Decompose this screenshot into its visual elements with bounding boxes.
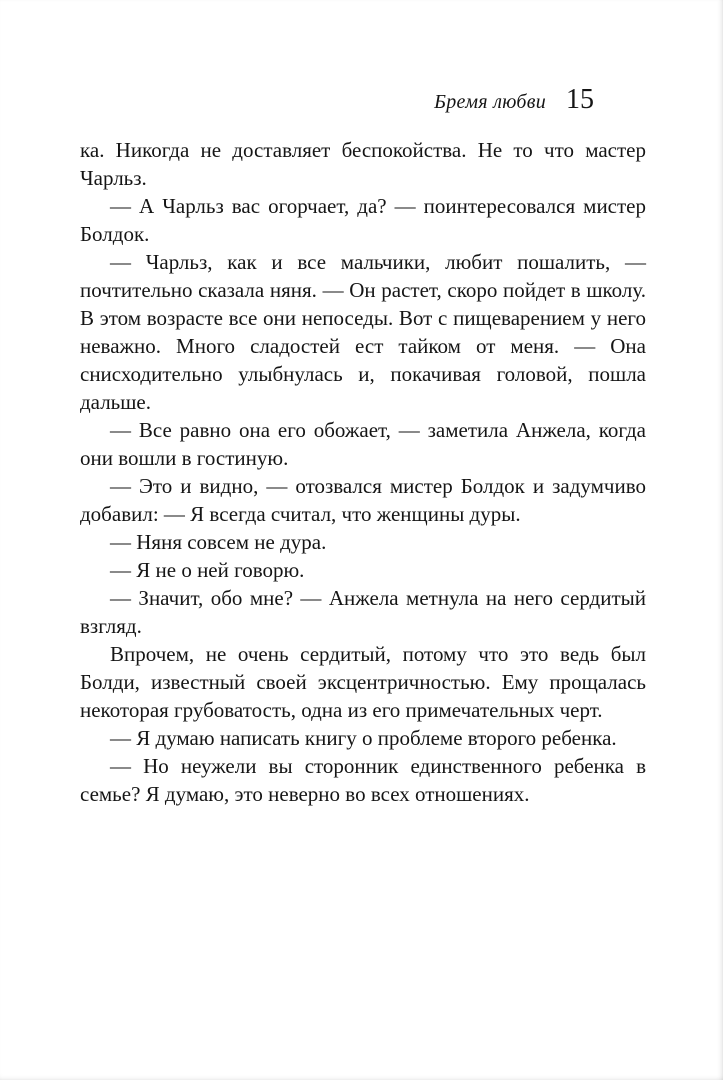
- paragraph: — Я не о ней говорю.: [110, 558, 305, 582]
- paragraph: Впрочем, не очень сердитый, потому что это ведь был Болди, известный своей эксцентричностью. Ему прощалась некоторая грубоватость, одна из его примечательных черт.: [80, 642, 646, 722]
- text-block: [80, 136, 646, 808]
- paragraph: — Няня совсем не дура.: [110, 530, 327, 554]
- running-title: Бремя любви: [434, 91, 546, 113]
- paragraph: — Но неужели вы сторонник единственного ребенка в семье? Я думаю, это неверно во всех отношениях.: [80, 754, 646, 806]
- paragraph: ка. Никогда не доставляет беспокойства. Не то что мастер Чарльз.: [80, 138, 646, 190]
- paragraph: — Чарльз, как и все мальчики, любит пошалить, — почтительно сказала няня. — Он растет, скоро пойдет в школу. В этом возрасте все они непоседы. Вот с пищеварением у него неважно. Много сладостей ест тайком от меня. — Она снисходительно улыбнулась и, покачивая головой, пошла дальше.: [80, 250, 646, 414]
- paragraph: — Значит, обо мне? — Анжела метнула на него сердитый взгляд.: [80, 586, 646, 638]
- page-number: 15: [566, 84, 594, 115]
- paragraph: — Это и видно, — отозвался мистер Болдок и задумчиво добавил: — Я всегда считал, что женщины дуры.: [80, 474, 646, 526]
- running-header: [80, 84, 646, 116]
- paragraph: — А Чарльз вас огорчает, да? — поинтересовался мистер Болдок.: [80, 194, 646, 246]
- paragraph: — Я думаю написать книгу о проблеме второго ребенка.: [110, 726, 617, 750]
- paragraph: — Все равно она его обожает, — заметила Анжела, когда они вошли в гостиную.: [80, 418, 646, 470]
